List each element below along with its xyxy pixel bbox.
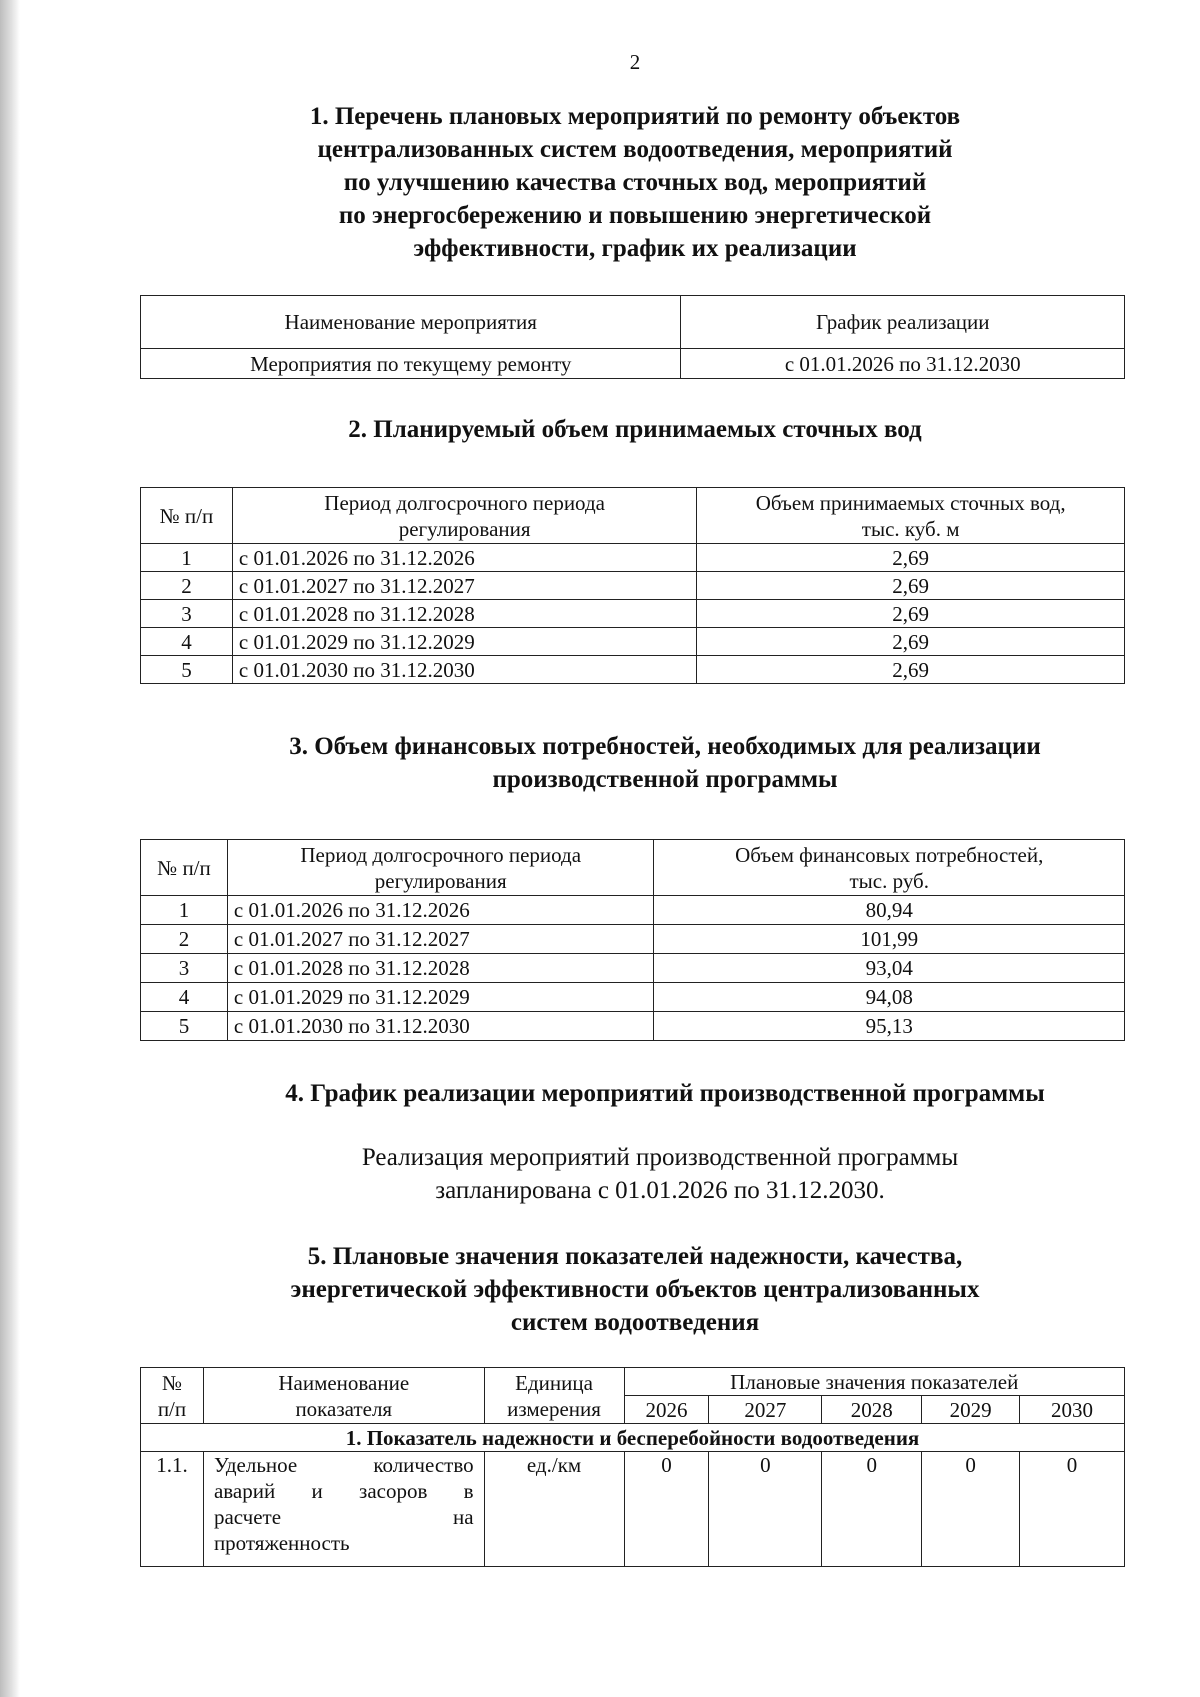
- header-line: Наименование: [278, 1370, 410, 1395]
- value-cell: 2,69: [697, 628, 1125, 656]
- row-number: 1: [141, 896, 228, 925]
- value-cell: 0: [922, 1452, 1020, 1567]
- header-number: [141, 1368, 204, 1424]
- header-volume: [697, 488, 1125, 544]
- period-cell: с 01.01.2029 по 31.12.2029: [227, 983, 654, 1012]
- header-line: тыс. руб.: [849, 868, 929, 893]
- header-number: № п/п: [141, 488, 233, 544]
- table-group-row: [141, 1424, 1125, 1452]
- table-header-row: [141, 1368, 1125, 1396]
- title-line: 5. Плановые значения показателей надежности, качества,: [307, 1243, 963, 1270]
- page-number: 2: [629, 50, 641, 74]
- header-measure-name: Наименование мероприятия: [141, 296, 681, 349]
- value-cell: 2,69: [697, 572, 1125, 600]
- financial-needs-table: [140, 839, 1125, 1041]
- header-year: 2030: [1020, 1396, 1125, 1424]
- text-line: запланирована с 01.01.2026 по 31.12.2030.: [435, 1177, 885, 1204]
- value-cell: 80,94: [654, 896, 1125, 925]
- indicator-line: протяженность: [213, 1531, 350, 1555]
- title-line: 4. График реализации мероприятий производственной программы: [285, 1080, 1045, 1107]
- wastewater-volume-table: [140, 487, 1125, 684]
- section3-title: [170, 730, 1160, 796]
- period-cell: с 01.01.2030 по 31.12.2030: [227, 1012, 654, 1041]
- period-cell: с 01.01.2030 по 31.12.2030: [232, 656, 696, 684]
- indicator-line: Удельное количество: [213, 1453, 474, 1477]
- period-cell: с 01.01.2028 по 31.12.2028: [227, 954, 654, 983]
- value-cell: 0: [822, 1452, 922, 1567]
- header-line: регулирования: [398, 516, 531, 541]
- row-number: 1: [141, 544, 233, 572]
- header-planned-values: Плановые значения показателей: [624, 1368, 1125, 1396]
- measures-table: [140, 295, 1125, 379]
- value-cell: 2,69: [697, 656, 1125, 684]
- row-number: 2: [141, 572, 233, 600]
- title-line: 3. Объем финансовых потребностей, необходимых для реализации: [289, 733, 1041, 760]
- table-row: [141, 628, 1125, 656]
- table-row: [141, 983, 1125, 1012]
- period-cell: с 01.01.2026 по 31.12.2026: [232, 544, 696, 572]
- section5-title: [130, 1240, 1140, 1339]
- schedule-cell: с 01.01.2026 по 31.12.2030: [681, 349, 1125, 379]
- header-schedule: График реализации: [681, 296, 1125, 349]
- value-cell: 2,69: [697, 600, 1125, 628]
- header-line: Период долгосрочного периода: [300, 842, 582, 867]
- title-line: эффективности, график их реализации: [413, 235, 857, 262]
- title-line: по улучшению качества сточных вод, мероприятий: [343, 169, 927, 196]
- indicator-line: расчете на: [213, 1505, 474, 1529]
- header-number: № п/п: [141, 840, 228, 896]
- header-line: п/п: [157, 1396, 187, 1421]
- value-cell: 93,04: [654, 954, 1125, 983]
- table-row: [141, 600, 1125, 628]
- indicators-table: [140, 1367, 1125, 1567]
- header-line: Объем принимаемых сточных вод,: [755, 490, 1066, 515]
- header-volume: [654, 840, 1125, 896]
- table-row: [141, 656, 1125, 684]
- header-line: Объем финансовых потребностей,: [735, 842, 1044, 867]
- period-cell: с 01.01.2028 по 31.12.2028: [232, 600, 696, 628]
- header-unit: [484, 1368, 624, 1424]
- table-row: [141, 896, 1125, 925]
- header-line: тыс. куб. м: [861, 516, 960, 541]
- title-line: производственной программы: [492, 766, 838, 793]
- title-line: 2. Планируемый объем принимаемых сточных вод: [348, 416, 922, 443]
- table-header-row: [141, 488, 1125, 544]
- title-line: централизованных систем водоотведения, мероприятий: [317, 136, 953, 163]
- row-number: 3: [141, 954, 228, 983]
- header-year: 2026: [624, 1396, 709, 1424]
- indicator-name-cell: [203, 1452, 484, 1567]
- value-cell: 0: [1020, 1452, 1125, 1567]
- period-cell: с 01.01.2027 по 31.12.2027: [232, 572, 696, 600]
- header-line: №: [161, 1370, 182, 1395]
- row-number: 3: [141, 600, 233, 628]
- indicator-line: аварий и засоров в: [213, 1479, 474, 1503]
- title-line: энергетической эффективности объектов централизованных: [290, 1276, 980, 1303]
- measure-name-cell: Мероприятия по текущему ремонту: [141, 349, 681, 379]
- row-number: 2: [141, 925, 228, 954]
- section1-title: [140, 100, 1130, 265]
- header-line: показателя: [295, 1396, 393, 1421]
- table-row: [141, 349, 1125, 379]
- header-line: измерения: [507, 1396, 601, 1421]
- table-row: [141, 572, 1125, 600]
- group-title: 1. Показатель надежности и бесперебойности водоотведения: [141, 1424, 1125, 1452]
- header-line: Период долгосрочного периода: [324, 490, 605, 515]
- header-period: [232, 488, 696, 544]
- value-cell: 0: [624, 1452, 709, 1567]
- title-line: 1. Перечень плановых мероприятий по ремонту объектов: [309, 103, 961, 130]
- row-number: 5: [141, 656, 233, 684]
- row-number: 4: [141, 983, 228, 1012]
- table-row: [141, 954, 1125, 983]
- header-year: 2028: [822, 1396, 922, 1424]
- table-row: [141, 1012, 1125, 1041]
- header-line: регулирования: [374, 868, 507, 893]
- row-number: 1.1.: [141, 1452, 204, 1567]
- header-indicator-name: [203, 1368, 484, 1424]
- header-year: 2029: [922, 1396, 1020, 1424]
- row-number: 5: [141, 1012, 228, 1041]
- value-cell: 95,13: [654, 1012, 1125, 1041]
- table-row: [141, 544, 1125, 572]
- table-row: [141, 1452, 1125, 1567]
- table-header-row: [141, 296, 1125, 349]
- title-line: систем водоотведения: [510, 1309, 760, 1336]
- table-header-row: [141, 840, 1125, 896]
- value-cell: 0: [709, 1452, 822, 1567]
- header-year: 2027: [709, 1396, 822, 1424]
- unit-cell: ед./км: [484, 1452, 624, 1567]
- section2-title: [140, 413, 1130, 446]
- text-line: Реализация мероприятий производственной программы: [361, 1144, 959, 1171]
- section4-text: [300, 1141, 1020, 1207]
- value-cell: 94,08: [654, 983, 1125, 1012]
- section4-title: [160, 1077, 1170, 1110]
- row-number: 4: [141, 628, 233, 656]
- table-row: [141, 925, 1125, 954]
- period-cell: с 01.01.2027 по 31.12.2027: [227, 925, 654, 954]
- period-cell: с 01.01.2029 по 31.12.2029: [232, 628, 696, 656]
- header-line: Единица: [515, 1370, 593, 1395]
- value-cell: 101,99: [654, 925, 1125, 954]
- title-line: по энергосбережению и повышению энергетической: [338, 202, 932, 229]
- header-period: [227, 840, 654, 896]
- value-cell: 2,69: [697, 544, 1125, 572]
- period-cell: с 01.01.2026 по 31.12.2026: [227, 896, 654, 925]
